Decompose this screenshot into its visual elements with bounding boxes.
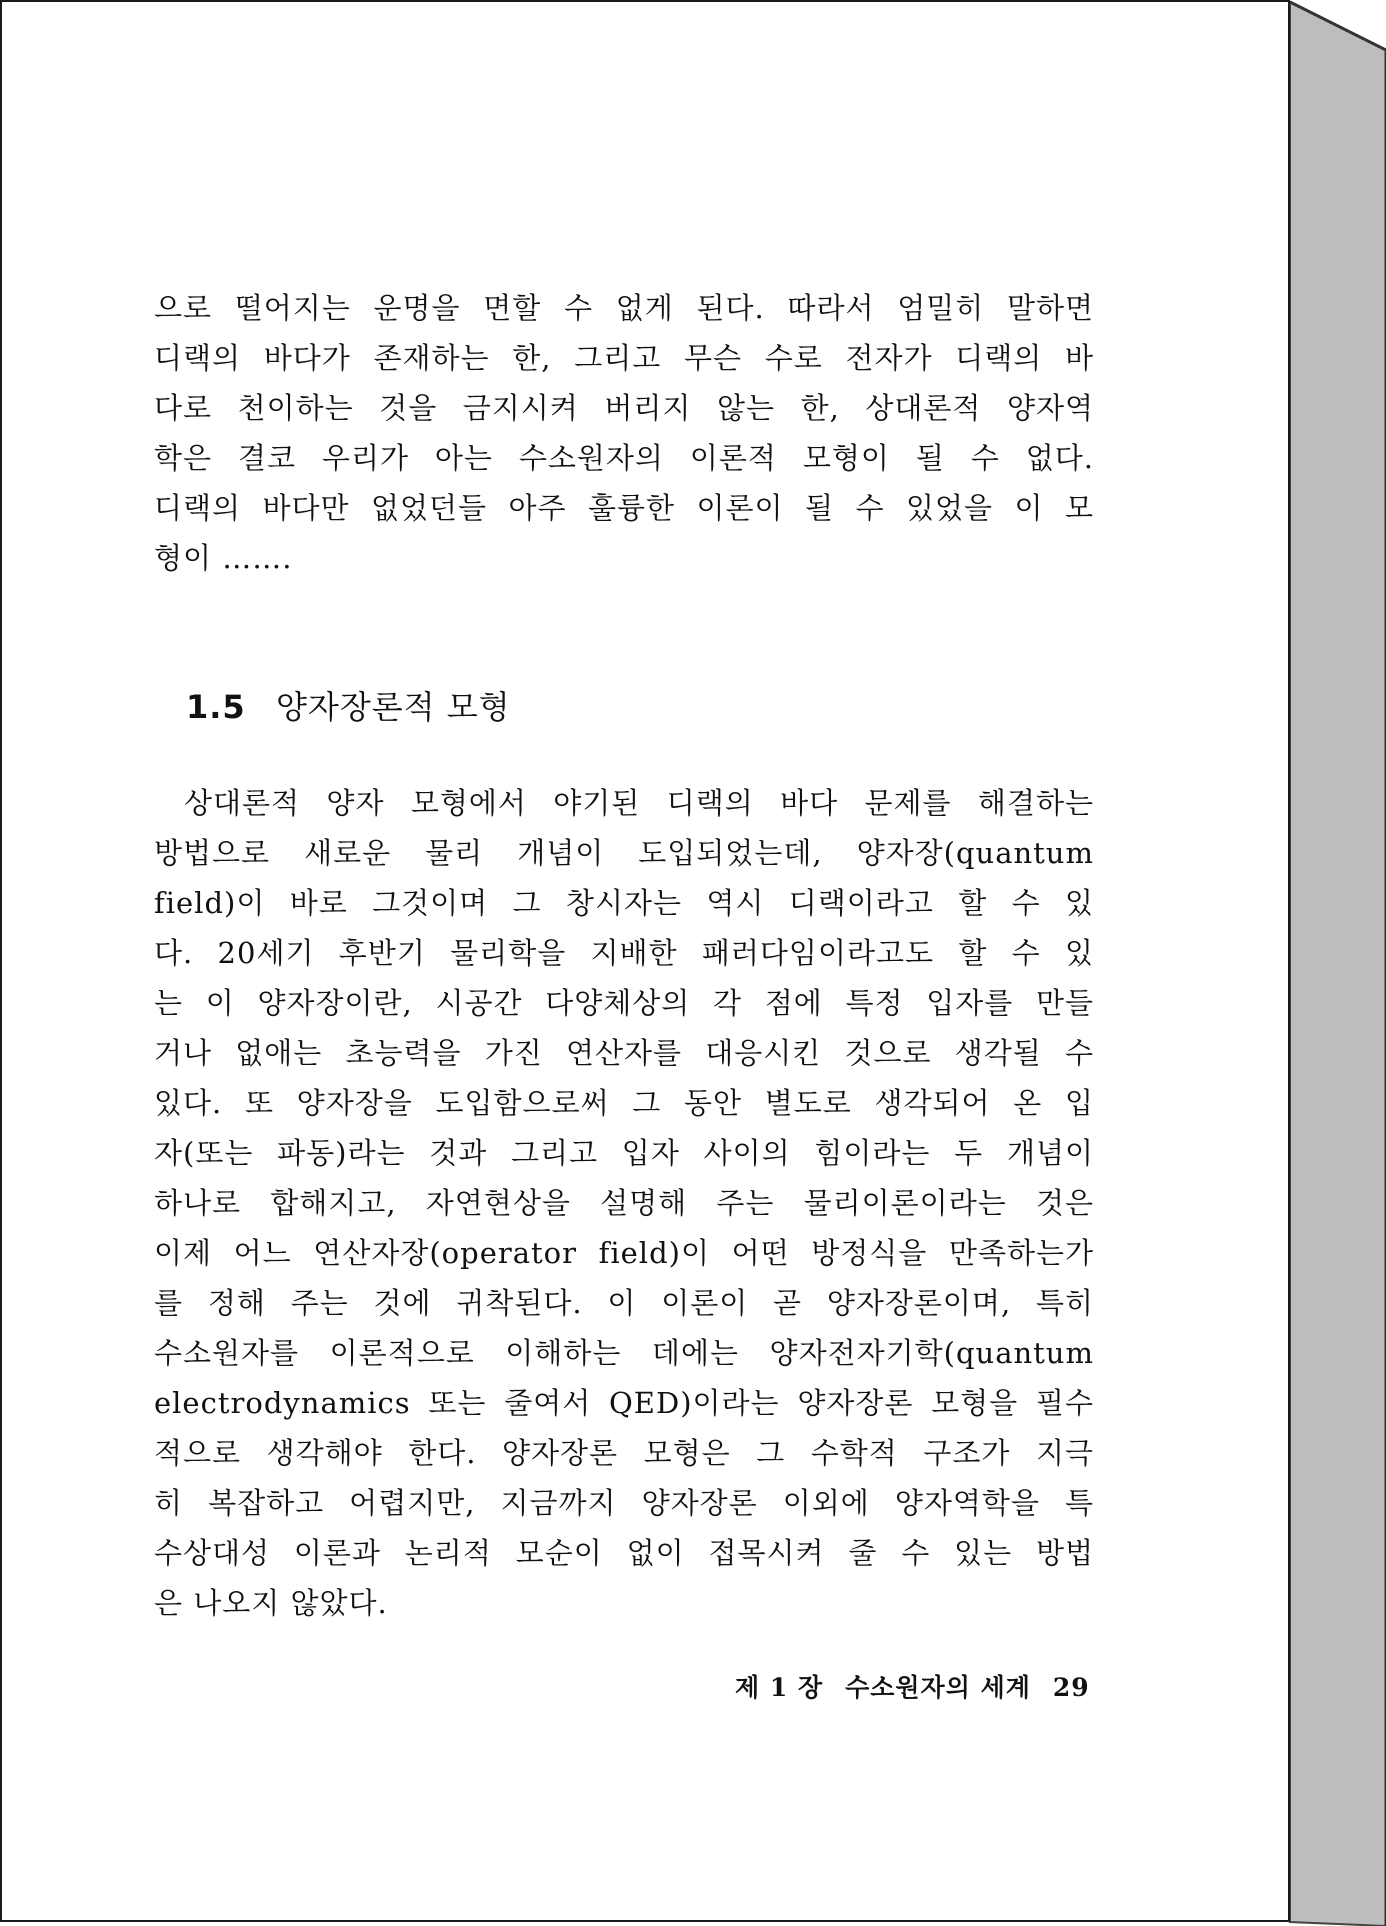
section-body [154, 778, 1094, 1628]
paragraph-continued [154, 283, 1094, 583]
text-line: 디랙의 바다가 존재하는 한, 그리고 무슨 수로 전자가 디랙의 바 [154, 341, 1094, 375]
chapter-title: 수소원자의 세계 [845, 1673, 1031, 1702]
text-line: 거나 없애는 초능력을 가진 연산자를 대응시킨 것으로 생각될 수 [154, 1036, 1094, 1070]
text-line: 으로 떨어지는 운명을 면할 수 없게 된다. 따라서 엄밀히 말하면 [154, 291, 1094, 325]
text-line: 자(또는 파동)라는 것과 그리고 입자 사이의 힘이라는 두 개념이 [154, 1136, 1094, 1170]
section-number: 1.5 [186, 688, 246, 726]
text-line: 학은 결코 우리가 아는 수소원자의 이론적 모형이 될 수 없다. [154, 441, 1094, 475]
running-footer [735, 1668, 1090, 1704]
text-line: 다로 천이하는 것을 금지시켜 버리지 않는 한, 상대론적 양자역 [154, 391, 1094, 425]
text-line: 히 복잡하고 어렵지만, 지금까지 양자장론 이외에 양자역학을 특 [154, 1486, 1094, 1520]
text-line: 이제 어느 연산자장(operator field)이 어떤 방정식을 만족하는가 [154, 1236, 1094, 1270]
text-line: 디랙의 바다만 없었던들 아주 훌륭한 이론이 될 수 있었을 이 모 [154, 491, 1094, 525]
paragraph [154, 778, 1094, 1628]
text-line: 를 정해 주는 것에 귀착된다. 이 이론이 곧 양자장론이며, 특히 [154, 1286, 1094, 1320]
page-number: 29 [1052, 1673, 1090, 1702]
text-line: 은 나오지 않았다. [154, 1586, 388, 1620]
text-line: 있다. 또 양자장을 도입함으로써 그 동안 별도로 생각되어 온 입 [154, 1086, 1094, 1120]
text-line: 형이 ……. [154, 541, 293, 575]
text-line: field)이 바로 그것이며 그 창시자는 역시 디랙이라고 할 수 있 [154, 886, 1094, 920]
section-title: 양자장론적 모형 [276, 688, 511, 726]
text-line: 수상대성 이론과 논리적 모순이 없이 접목시켜 줄 수 있는 방법 [154, 1536, 1094, 1570]
text-line: 는 이 양자장이란, 시공간 다양체상의 각 점에 특정 입자를 만들 [154, 986, 1094, 1020]
text-line: electrodynamics 또는 줄여서 QED)이라는 양자장론 모형을 필수 [154, 1386, 1094, 1420]
section-heading [186, 682, 511, 728]
text-line: 다. 20세기 후반기 물리학을 지배한 패러다임이라고도 할 수 있 [154, 936, 1094, 970]
text-line: 방법으로 새로운 물리 개념이 도입되었는데, 양자장(quantum [154, 836, 1094, 870]
paragraph [154, 283, 1094, 583]
chapter-label: 제 1 장 [735, 1673, 824, 1702]
text-line: 적으로 생각해야 한다. 양자장론 모형은 그 수학적 구조가 지극 [154, 1436, 1094, 1470]
text-line: 상대론적 양자 모형에서 야기된 디랙의 바다 문제를 해결하는 [184, 786, 1094, 820]
text-line: 하나로 합해지고, 자연현상을 설명해 주는 물리이론이라는 것은 [154, 1186, 1094, 1220]
text-line: 수소원자를 이론적으로 이해하는 데에는 양자전자기학(quantum [154, 1336, 1094, 1370]
